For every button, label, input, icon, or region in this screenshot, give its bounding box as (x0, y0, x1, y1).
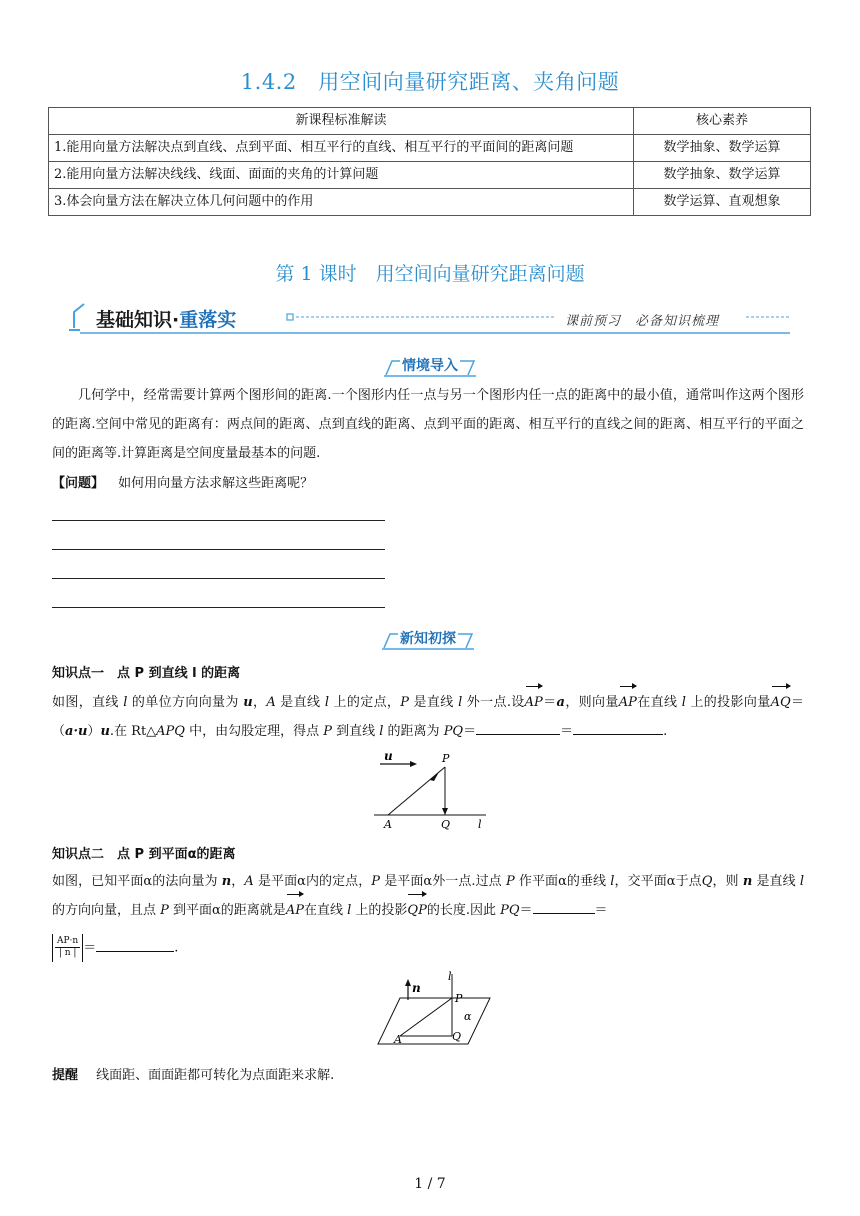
lesson-title: 第 1 课时 用空间向量研究距离问题 (275, 263, 585, 285)
banner-title-a: 基础知识 (96, 309, 173, 331)
table-cell-core: 数学运算、直观想象 (634, 189, 811, 216)
kp1-paragraph: 如图，直线 l 的单位方向向量为 u，A 是直线 l 上的定点，P 是直线 l 外一点.设AP＝a，则向量AP在直线 l 上的投影向量AQ＝（a·u）u.在 Rt△APQ 中，由勾股定理，得点 P 到直线 l 的距离为 PQ＝ ＝ . (52, 688, 804, 746)
answer-line[interactable] (52, 607, 385, 608)
fig2-label-q: Q (452, 1030, 462, 1043)
scene-tag (380, 355, 480, 377)
arrowhead-q (442, 808, 448, 815)
question-line (52, 469, 804, 498)
scene-tag-label: 情境导入 (402, 358, 458, 374)
answer-line[interactable] (52, 520, 385, 521)
fill-blank[interactable] (573, 720, 663, 735)
question-text: 如何用向量方法求解这些距离呢？ (118, 476, 314, 491)
segment-ap (400, 998, 452, 1036)
page-number: 1 / 7 (414, 1176, 446, 1192)
tip-label: 提醒 (52, 1068, 79, 1083)
vector-ap: AP (286, 896, 304, 925)
vector-ap: AP (619, 688, 637, 717)
kp2-formula-line: $\frac{AP\cdot n}{| n |}$ ＝ . (52, 934, 178, 963)
fraction (55, 936, 80, 959)
banner-title-dot: · (172, 309, 180, 331)
table-header-standard: 新课程标准解读 (49, 108, 634, 135)
fill-blank[interactable] (533, 899, 595, 914)
fraction-denominator: | n | (58, 948, 77, 958)
fill-blank[interactable] (96, 937, 174, 952)
table-cell-standard: 3.体会向量方法在解决立体几何问题中的作用 (49, 189, 634, 216)
question-label: 【问题】 (52, 476, 105, 491)
scene-paragraph: 几何学中，经常需要计算两个图形间的距离.一个图形内任一点与另一个图形内任一点的距离中的最小值，通常叫作这两个图形的距离.空间中常见的距离有：两点间的距离、点到直线的距离、点到平面的距离、相互平行的直线之间的距离、相互平行的平面之间的距离等.计算距离是空间度量最基本的问题. (52, 388, 804, 461)
newknow-tag-label: 新知初探 (400, 631, 456, 647)
answer-line[interactable] (52, 549, 385, 550)
table-header-core: 核心素养 (634, 108, 811, 135)
fig2-label-l: l (448, 970, 452, 983)
normal-n-arrowhead (405, 979, 411, 986)
figure-point-plane-distance (376, 970, 494, 1050)
standards-table (48, 107, 811, 216)
kp2-title: 知识点二 点 P 到平面α的距离 (52, 847, 236, 862)
table-cell-standard: 1.能用向量方法解决点到直线、点到平面、相互平行的直线、相互平行的平面间的距离问题 (49, 135, 634, 162)
table-row (49, 162, 811, 189)
banner-title (96, 305, 236, 332)
page-title: 1.4.2 用空间向量研究距离、夹角问题 (240, 70, 620, 94)
fill-blank[interactable] (476, 720, 560, 735)
fig2-label-alpha: α (464, 1010, 472, 1023)
newknow-tag (378, 628, 478, 650)
kp2-paragraph: 如图，已知平面α的法向量为 n，A 是平面α内的定点，P 是平面α外一点.过点 P 作平面α的垂线 l，交平面α于点Q，则 n 是直线 l 的方向向量，且点 P 到平面α的距离就是AP在直线 l 上的投影QP的长度.因此 PQ＝ ＝ (52, 867, 804, 925)
figure-point-line-distance (370, 748, 490, 832)
fig2-label-a: A (394, 1033, 402, 1046)
fraction-numerator: AP·n (57, 936, 79, 946)
answer-line[interactable] (52, 578, 385, 579)
segment-ap (388, 767, 445, 815)
table-row (49, 135, 811, 162)
table-cell-standard: 2.能用向量方法解决线线、线面、面面的夹角的计算问题 (49, 162, 634, 189)
abs-fraction (52, 934, 83, 962)
table-row (49, 189, 811, 216)
tip-line (52, 1061, 804, 1090)
banner-subtitle: 课前预习 必备知识梳理 (565, 314, 720, 329)
fig1-label-q: Q (441, 818, 451, 831)
vector-u-arrowhead (410, 761, 417, 767)
fig1-label-u: u (384, 749, 393, 763)
arrowhead-ap (430, 772, 439, 781)
table-header-row (49, 108, 811, 135)
fig1-label-l: l (478, 818, 482, 831)
vector-ap: AP (525, 688, 543, 717)
vector-aq: AQ (771, 688, 791, 717)
tip-text: 线面距、面面距都可转化为点面距来求解. (96, 1068, 335, 1083)
fig1-label-p: P (442, 752, 450, 765)
table-cell-core: 数学抽象、数学运算 (634, 135, 811, 162)
fig2-label-n: n (412, 981, 421, 995)
fig1-label-a: A (384, 818, 392, 831)
banner-square-icon (287, 314, 293, 320)
banner-title-b: 重落实 (179, 309, 237, 331)
banner-bracket-icon (74, 304, 84, 328)
kp1-title: 知识点一 点 P 到直线 l 的距离 (52, 666, 241, 681)
vector-qp: QP (407, 896, 426, 925)
table-cell-core: 数学抽象、数学运算 (634, 162, 811, 189)
fig2-label-p: P (455, 992, 463, 1005)
